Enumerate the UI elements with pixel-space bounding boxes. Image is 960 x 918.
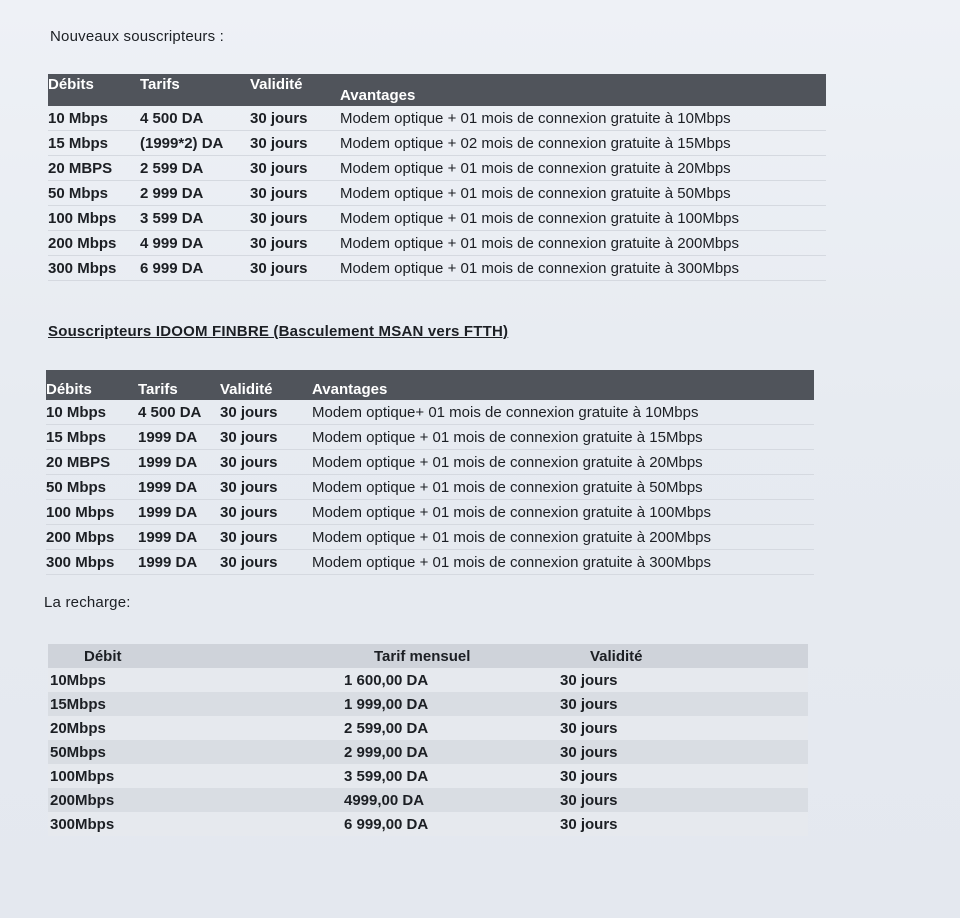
section-title-new-subscribers: Nouveaux souscripteurs : xyxy=(50,28,225,45)
cell-validite: 30 jours xyxy=(220,450,312,475)
cell-tarif: 3 599 DA xyxy=(140,206,250,231)
table-row xyxy=(48,716,808,740)
table-row xyxy=(46,450,814,475)
cell-tarif: 4 500 DA xyxy=(140,106,250,131)
cell-avantages: Modem optique + 01 mois de connexion gratuite à 20Mbps xyxy=(312,450,814,475)
table-row xyxy=(48,156,826,181)
table-row xyxy=(46,475,814,500)
table-row xyxy=(48,181,826,206)
cell-debit: 50 Mbps xyxy=(46,475,138,500)
cell-tarif-mensuel: 1 999,00 DA xyxy=(344,692,560,716)
table-row xyxy=(46,500,814,525)
cell-debit: 300Mbps xyxy=(48,812,344,836)
cell-debit: 200 Mbps xyxy=(46,525,138,550)
header-validite: Validité xyxy=(220,370,312,400)
cell-avantages: Modem optique + 01 mois de connexion gratuite à 15Mbps xyxy=(312,425,814,450)
header-avantages: Avantages xyxy=(340,74,826,106)
section-title-ftth-migration: Souscripteurs IDOOM FINBRE (Basculement MSAN vers FTTH) xyxy=(48,323,509,340)
table-row xyxy=(48,788,808,812)
table-row xyxy=(48,256,826,281)
cell-validite: 30 jours xyxy=(250,256,340,281)
header-validite: Validité xyxy=(250,74,340,106)
cell-avantages: Modem optique + 01 mois de connexion gratuite à 50Mbps xyxy=(340,181,826,206)
header-debits: Débits xyxy=(48,74,140,106)
cell-tarif: 2 599 DA xyxy=(140,156,250,181)
table-row xyxy=(48,812,808,836)
cell-tarif: 1999 DA xyxy=(138,525,220,550)
recharge-table xyxy=(48,644,808,836)
cell-tarif: 1999 DA xyxy=(138,500,220,525)
cell-debit: 15 Mbps xyxy=(46,425,138,450)
cell-validite: 30 jours xyxy=(250,181,340,206)
cell-debit: 100 Mbps xyxy=(46,500,138,525)
cell-tarif: 1999 DA xyxy=(138,475,220,500)
header-avantages: Avantages xyxy=(312,370,814,400)
header-debits: Débits xyxy=(46,370,138,400)
cell-debit: 50 Mbps xyxy=(48,181,140,206)
cell-tarif: 1999 DA xyxy=(138,550,220,575)
table-row xyxy=(46,525,814,550)
table-row xyxy=(48,231,826,256)
cell-debit: 15 Mbps xyxy=(48,131,140,156)
cell-debit: 10 Mbps xyxy=(46,400,138,425)
cell-validite: 30 jours xyxy=(220,500,312,525)
table-header-row xyxy=(46,370,814,400)
table-row xyxy=(48,692,808,716)
cell-debit: 300 Mbps xyxy=(46,550,138,575)
table-row xyxy=(46,425,814,450)
cell-validite: 30 jours xyxy=(560,692,808,716)
cell-avantages: Modem optique + 01 mois de connexion gratuite à 300Mbps xyxy=(312,550,814,575)
cell-validite: 30 jours xyxy=(220,425,312,450)
cell-avantages: Modem optique + 01 mois de connexion gratuite à 200Mbps xyxy=(312,525,814,550)
cell-avantages: Modem optique + 01 mois de connexion gratuite à 10Mbps xyxy=(340,106,826,131)
cell-debit: 10Mbps xyxy=(48,668,344,692)
cell-validite: 30 jours xyxy=(560,668,808,692)
cell-tarif: 4 999 DA xyxy=(140,231,250,256)
cell-tarif: 1999 DA xyxy=(138,425,220,450)
cell-debit: 20 MBPS xyxy=(46,450,138,475)
new-subscribers-table xyxy=(48,74,826,281)
cell-tarif-mensuel: 2 599,00 DA xyxy=(344,716,560,740)
cell-debit: 50Mbps xyxy=(48,740,344,764)
table-row xyxy=(48,131,826,156)
cell-validite: 30 jours xyxy=(220,525,312,550)
cell-debit: 15Mbps xyxy=(48,692,344,716)
cell-validite: 30 jours xyxy=(250,156,340,181)
cell-avantages: Modem optique + 01 mois de connexion gratuite à 300Mbps xyxy=(340,256,826,281)
cell-tarif-mensuel: 6 999,00 DA xyxy=(344,812,560,836)
cell-debit: 300 Mbps xyxy=(48,256,140,281)
cell-validite: 30 jours xyxy=(220,400,312,425)
table-row xyxy=(48,206,826,231)
cell-tarif-mensuel: 3 599,00 DA xyxy=(344,764,560,788)
cell-debit: 20 MBPS xyxy=(48,156,140,181)
cell-validite: 30 jours xyxy=(220,475,312,500)
cell-tarif-mensuel: 1 600,00 DA xyxy=(344,668,560,692)
cell-validite: 30 jours xyxy=(250,106,340,131)
header-tarifs: Tarifs xyxy=(138,370,220,400)
cell-tarif-mensuel: 4999,00 DA xyxy=(344,788,560,812)
table-header-row xyxy=(48,644,808,668)
cell-validite: 30 jours xyxy=(220,550,312,575)
header-validite: Validité xyxy=(560,644,808,668)
cell-debit: 100 Mbps xyxy=(48,206,140,231)
cell-validite: 30 jours xyxy=(250,231,340,256)
cell-validite: 30 jours xyxy=(560,812,808,836)
table-header-row xyxy=(48,74,826,106)
cell-tarif: (1999*2) DA xyxy=(140,131,250,156)
cell-tarif: 6 999 DA xyxy=(140,256,250,281)
cell-avantages: Modem optique + 01 mois de connexion gratuite à 100Mbps xyxy=(312,500,814,525)
cell-debit: 100Mbps xyxy=(48,764,344,788)
cell-tarif: 1999 DA xyxy=(138,450,220,475)
table-row xyxy=(48,740,808,764)
header-debit: Débit xyxy=(48,644,344,668)
cell-validite: 30 jours xyxy=(560,788,808,812)
table-row xyxy=(46,550,814,575)
cell-avantages: Modem optique + 01 mois de connexion gratuite à 100Mbps xyxy=(340,206,826,231)
cell-validite: 30 jours xyxy=(560,764,808,788)
cell-tarif-mensuel: 2 999,00 DA xyxy=(344,740,560,764)
table-row xyxy=(48,764,808,788)
cell-validite: 30 jours xyxy=(560,716,808,740)
table-row xyxy=(48,106,826,131)
cell-avantages: Modem optique+ 01 mois de connexion gratuite à 10Mbps xyxy=(312,400,814,425)
cell-avantages: Modem optique + 02 mois de connexion gratuite à 15Mbps xyxy=(340,131,826,156)
section-title-recharge: La recharge: xyxy=(44,594,131,611)
cell-debit: 10 Mbps xyxy=(48,106,140,131)
cell-debit: 200 Mbps xyxy=(48,231,140,256)
header-tarif-mensuel: Tarif mensuel xyxy=(344,644,560,668)
cell-avantages: Modem optique + 01 mois de connexion gratuite à 50Mbps xyxy=(312,475,814,500)
cell-avantages: Modem optique + 01 mois de connexion gratuite à 20Mbps xyxy=(340,156,826,181)
cell-avantages: Modem optique + 01 mois de connexion gratuite à 200Mbps xyxy=(340,231,826,256)
ftth-migration-table xyxy=(46,370,814,575)
cell-debit: 200Mbps xyxy=(48,788,344,812)
table-row xyxy=(48,668,808,692)
cell-tarif: 2 999 DA xyxy=(140,181,250,206)
header-tarifs: Tarifs xyxy=(140,74,250,106)
cell-validite: 30 jours xyxy=(250,131,340,156)
table-row xyxy=(46,400,814,425)
cell-debit: 20Mbps xyxy=(48,716,344,740)
cell-tarif: 4 500 DA xyxy=(138,400,220,425)
cell-validite: 30 jours xyxy=(250,206,340,231)
cell-validite: 30 jours xyxy=(560,740,808,764)
